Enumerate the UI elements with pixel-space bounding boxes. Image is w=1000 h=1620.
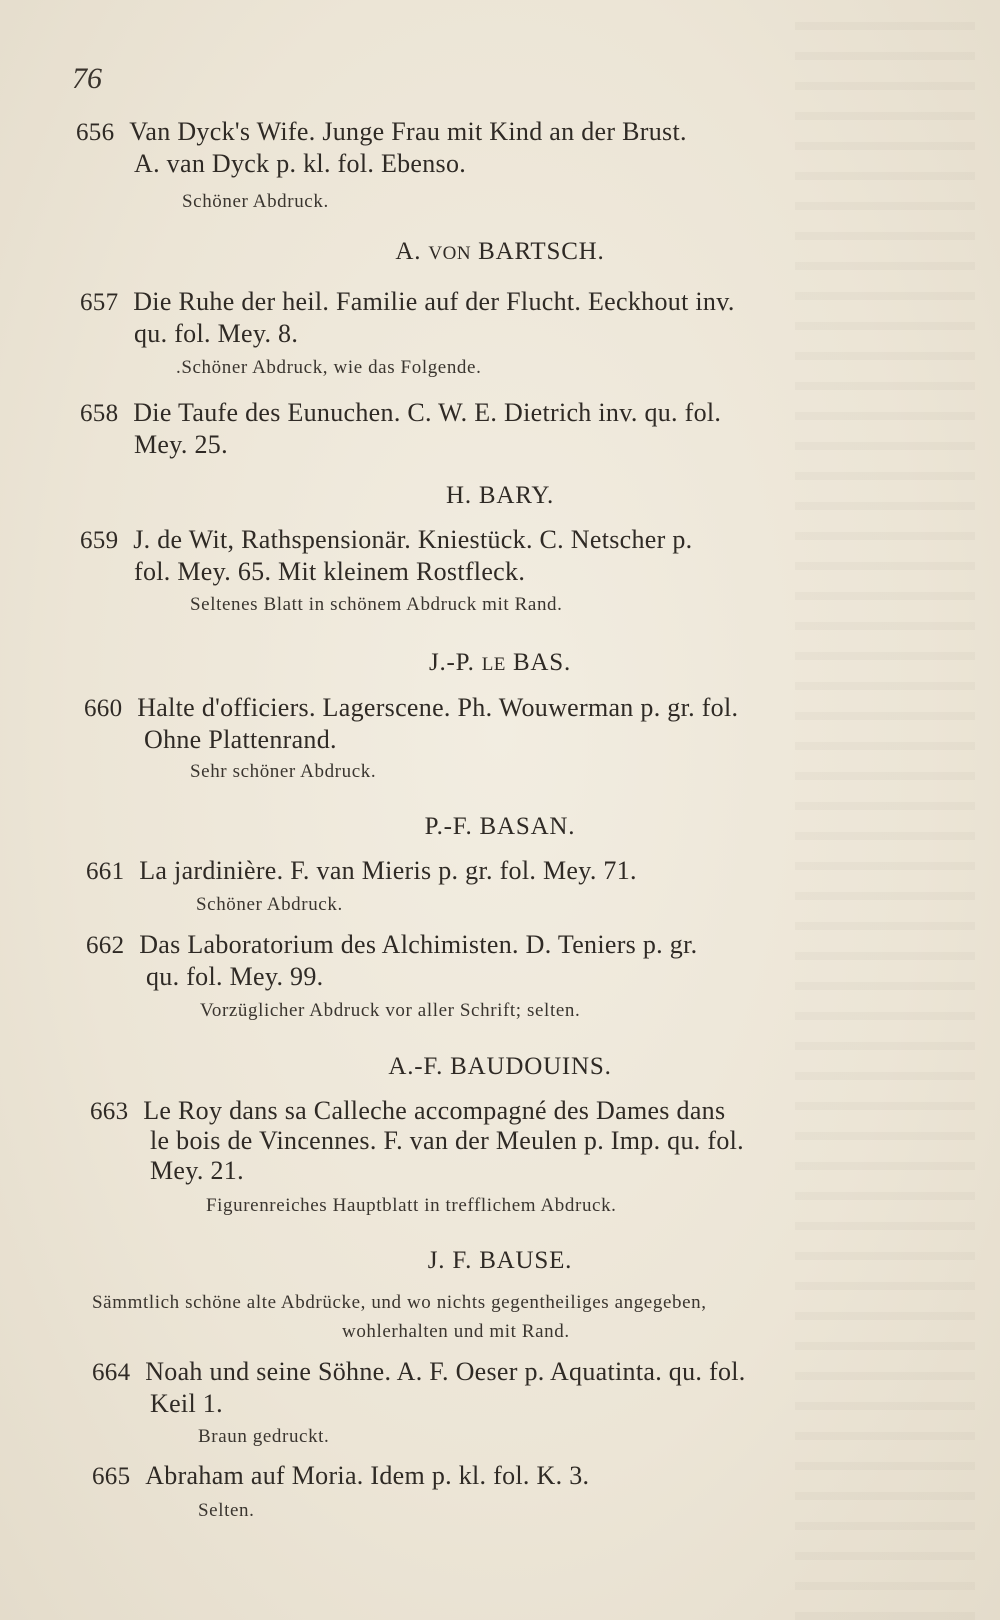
entry-657-line-2: qu. fol. Mey. 8. [134, 319, 299, 348]
artist-heading-le-bas: J.-P. LE BAS. [428, 649, 572, 676]
entry-661-note: Schöner Abdruck. [196, 894, 343, 915]
entry-664-note: Braun gedruckt. [198, 1426, 330, 1447]
entry-number: 663 [90, 1098, 129, 1125]
artist-heading-bartsch: A. VON BARTSCH. [395, 238, 605, 265]
entry-656-line-2: A. van Dyck p. kl. fol. Ebenso. [134, 149, 467, 178]
entry-663-note: Figurenreiches Hauptblatt in trefflichem Abdruck. [206, 1195, 617, 1216]
entry-657-line-1 [80, 287, 735, 318]
entry-663-line-1 [90, 1096, 725, 1127]
entry-text: Die Ruhe der heil. Familie auf der Flucht. Eeckhout inv. [133, 287, 735, 316]
entry-662-note: Vorzüglicher Abdruck vor aller Schrift; selten. [200, 1000, 581, 1021]
entry-659-line-1 [80, 525, 692, 556]
entry-number: 665 [92, 1463, 131, 1490]
entry-658-line-2: Mey. 25. [134, 430, 228, 459]
entry-text: Halte d'officiers. Lagerscene. Ph. Wouwerman p. gr. fol. [137, 693, 739, 722]
entry-665-line-1 [92, 1461, 589, 1492]
entry-662-line-2: qu. fol. Mey. 99. [146, 962, 324, 991]
entry-number: 659 [80, 527, 119, 554]
artist-heading-basan: P.-F. BASAN. [424, 813, 576, 840]
entry-664-line-2: Keil 1. [150, 1389, 223, 1418]
entry-664-line-1 [92, 1357, 746, 1388]
entry-number: 664 [92, 1359, 131, 1386]
entry-660-note: Sehr schöner Abdruck. [190, 761, 377, 782]
entry-658-line-1 [80, 398, 721, 429]
entry-number: 657 [80, 289, 119, 316]
entry-text: Abraham auf Moria. Idem p. kl. fol. K. 3. [145, 1461, 590, 1490]
entry-text: Le Roy dans sa Calleche accompagné des Dames dans [143, 1096, 726, 1125]
entry-665-note: Selten. [198, 1500, 255, 1521]
entry-text: Van Dyck's Wife. Junge Frau mit Kind an der Brust. [129, 117, 687, 146]
entry-657-note: .Schöner Abdruck, wie das Folgende. [176, 357, 482, 378]
entry-656-note: Schöner Abdruck. [182, 191, 329, 212]
entry-663-line-2: le bois de Vincennes. F. van der Meulen p. Imp. qu. fol. [150, 1126, 744, 1155]
entry-number: 658 [80, 400, 119, 427]
entry-text: Die Taufe des Eunuchen. C. W. E. Dietrich inv. qu. fol. [133, 398, 722, 427]
entry-number: 656 [76, 119, 115, 146]
entry-662-line-1 [86, 930, 697, 961]
entry-number: 661 [86, 858, 125, 885]
artist-heading-baudouins: A.-F. BAUDOUINS. [388, 1053, 612, 1080]
bause-intro-line-2: wohlerhalten und mit Rand. [342, 1321, 570, 1342]
artist-heading-bary: H. BARY. [445, 482, 555, 509]
entry-text: Noah und seine Söhne. A. F. Oeser p. Aquatinta. qu. fol. [145, 1357, 746, 1386]
entry-660-line-1 [84, 693, 738, 724]
entry-656-line-1 [76, 117, 687, 148]
entry-660-line-2: Ohne Plattenrand. [144, 725, 337, 754]
entry-number: 660 [84, 695, 123, 722]
entry-text: J. de Wit, Rathspensionär. Kniestück. C. Netscher p. [133, 525, 693, 554]
entry-661-line-1 [86, 856, 637, 887]
entry-number: 662 [86, 932, 125, 959]
artist-heading-bause: J. F. BAUSE. [427, 1247, 573, 1274]
entry-659-note: Seltenes Blatt in schönem Abdruck mit Rand. [190, 594, 563, 615]
entry-text: Das Laboratorium des Alchimisten. D. Teniers p. gr. [139, 930, 698, 959]
entry-text: La jardinière. F. van Mieris p. gr. fol. Mey. 71. [139, 856, 637, 885]
bause-intro-line-1: Sämmtlich schöne alte Abdrücke, und wo nichts gegentheiliges angegeben, [92, 1292, 707, 1313]
page-number: 76 [72, 62, 102, 95]
entry-659-line-2: fol. Mey. 65. Mit kleinem Rostfleck. [134, 557, 526, 586]
entry-663-line-3: Mey. 21. [150, 1156, 244, 1185]
